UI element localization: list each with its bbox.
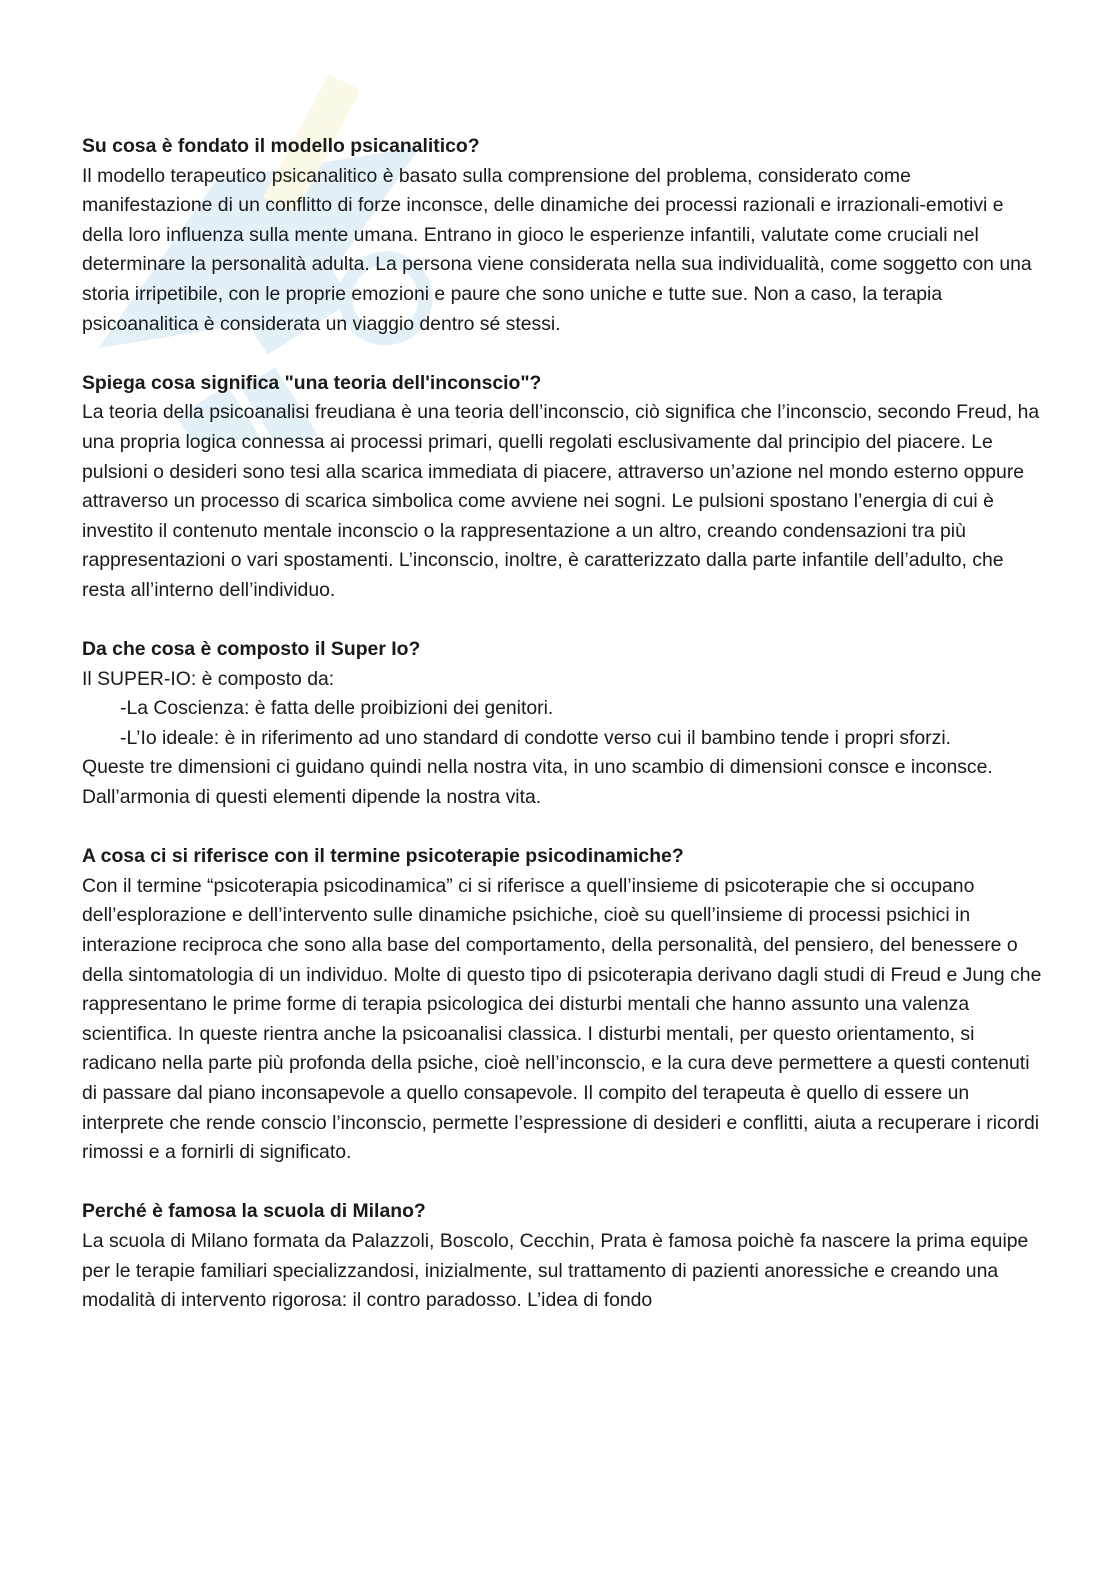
answer-paragraph: La scuola di Milano formata da Palazzoli, Boscolo, Cecchin, Prata è famosa poichè fa nascere la prima equipe per le terapie familiari specializzandosi, inizialmente, sul trattamento di pazienti anoressiche e creando una modalità di intervento rigorosa: il contro paradosso. L’idea di fondo: [82, 1229, 1029, 1312]
question-heading: Da che cosa è composto il Super Io?: [82, 638, 421, 661]
section-psicoterapie-psicodinamiche: [82, 842, 1042, 1168]
section-modello-psicanalitico: [82, 132, 1042, 339]
list-item-io-ideale: -L’Io ideale: è in riferimento ad uno standard di condotte verso cui il bambino tende i propri sforzi.: [120, 726, 952, 749]
answer-paragraph: La teoria della psicoanalisi freudiana è una teoria dell’inconscio, ciò significa che l’inconscio, secondo Freud, ha una propria logica connessa ai processi primari, quelli regolati esclusivamente dal principio del piacere. Le pulsioni o desideri sono tesi alla scarica immediata di piacere, attraverso un’azione nel mondo esterno oppure attraverso un processo di scarica simbolica come avviene nei sogni. Le pulsioni spostano l’energia di cui è investito il contenuto mentale inconscio o la rappresentazione a un altro, creando condensazioni tra più rappresentazioni o vari spostamenti. L’inconscio, inoltre, è caratterizzato dalla parte infantile dell’adulto, che resta all’interno dell’individuo.: [82, 401, 1040, 601]
question-heading: A cosa ci si riferisce con il termine psicoterapie psicodinamiche?: [82, 845, 684, 868]
section-teoria-inconscio: [82, 369, 1042, 606]
answer-paragraph: Con il termine “psicoterapia psicodinamica” ci si riferisce a quell’insieme di psicoterapie che si occupano dell’esplorazione e dell’intervento sulle dinamiche psichiche, cioè su quell’insieme di processi psichici in interazione reciproca che sono alla base del comportamento, della personalità, del pensiero, del benessere o della sintomatologia di un individuo. Molte di questo tipo di psicoterapia derivano dagli studi di Freud e Jung che rappresentano le prime forme di terapia psicologica dei disturbi mentali che hanno assunto una valenza scientifica. In queste rientra anche la psicoanalisi classica. I disturbi mentali, per questo orientamento, si radicano nella parte più profonda della psiche, cioè nell’inconscio, e la cura deve permettere a questi contenuti di passare dal piano inconsapevole a quello consapevole. Il compito del terapeuta è quello di essere un interprete che rende conscio l’inconscio, permette l’espressione di desideri e conflitti, aiuta a recuperare i ricordi rimossi e a fornirli di significato.: [82, 874, 1042, 1164]
answer-paragraph: Queste tre dimensioni ci guidano quindi nella nostra vita, in uno scambio di dimensioni consce e inconsce. Dall’armonia di questi elementi dipende la nostra vita.: [82, 756, 993, 809]
question-heading: Spiega cosa significa "una teoria dell'inconscio"?: [82, 371, 542, 394]
list-item-coscienza: -La Coscienza: è fatta delle proibizioni dei genitori.: [120, 697, 554, 720]
answer-paragraph: Il modello terapeutico psicanalitico è basato sulla comprensione del problema, considerato come manifestazione di un conflitto di forze inconsce, delle dinamiche dei processi razionali e irrazionali-emotivi e della loro influenza sulla mente umana. Entrano in gioco le esperienze infantili, valutate come cruciali nel determinare la personalità adulta. La persona viene considerata nella sua individualità, come soggetto con una storia irripetibile, con le proprie emozioni e paure che sono uniche e tutte sue. Non a caso, la terapia psicoanalitica è considerata un viaggio dentro sé stessi.: [82, 164, 1032, 335]
section-super-io: [82, 635, 1042, 813]
section-scuola-milano: [82, 1197, 1042, 1315]
document-page: [82, 132, 1042, 1345]
answer-intro: Il SUPER-IO: è composto da:: [82, 667, 335, 690]
question-heading: Su cosa è fondato il modello psicanalitico?: [82, 135, 480, 157]
question-heading: Perché è famosa la scuola di Milano?: [82, 1200, 426, 1223]
